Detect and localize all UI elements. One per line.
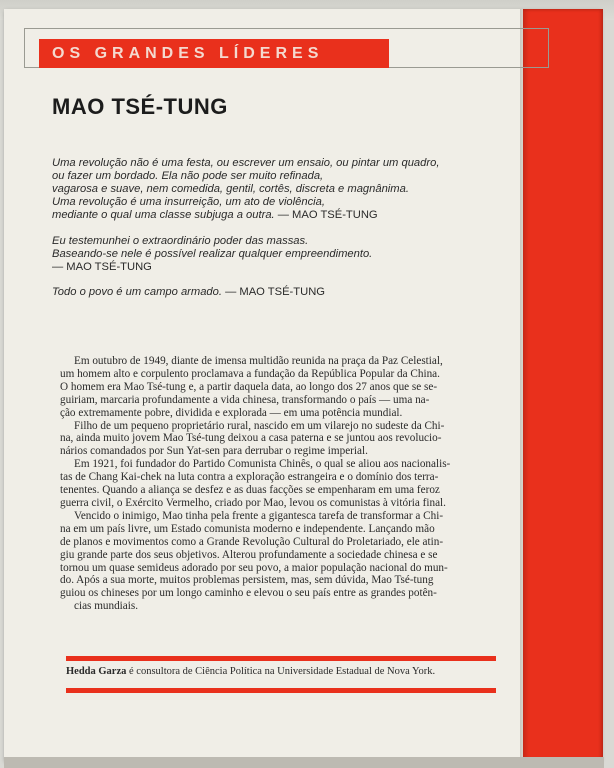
bio-line: nários comandados por Sun Yat-sen para derrubar o regime imperial. <box>60 445 368 458</box>
author-credit <box>66 666 506 677</box>
bio-line: O homem era Mao Tsé-tung e, a partir daquela data, ao longo dos 27 anos que se se- <box>60 380 438 393</box>
bio-line: ção extremamente pobre, dividida e explorada — em uma potência mundial. <box>60 406 403 419</box>
quote-line: ou fazer um bordado. Ela não pode ser muito refinada, <box>52 170 324 182</box>
quote-author: — MAO TSÉ-TUNG <box>274 209 378 221</box>
quote-author: — MAO TSÉ-TUNG <box>222 286 325 298</box>
bio-line: giu grande parte dos seus objetivos. Alterou profundamente a sociedade chinesa e se <box>60 548 438 561</box>
bio-line: tenentes. Quando a aliança se desfez e as duas facções se empenharam em uma feroz <box>60 484 440 497</box>
bio-line: cias mundiais. <box>74 600 139 613</box>
quote-last-line <box>52 286 512 299</box>
credit-name: Hedda Garza <box>66 666 127 677</box>
bottom-edge <box>4 757 604 768</box>
biography-text <box>60 355 505 613</box>
quote-1 <box>52 157 512 222</box>
credit-text: é consultora de Ciência Política na Universidade Estadual de Nova York. <box>126 666 436 677</box>
series-title: OS GRANDES LÍDERES <box>52 45 324 62</box>
quote-author: — MAO TSÉ-TUNG <box>52 261 152 273</box>
quote-line: mediante o qual uma classe subjuga a outra. <box>52 209 275 221</box>
bio-line: Filho de um pequeno proprietário rural, nascido em um vilarejo no sudeste da Chi- <box>74 419 445 432</box>
red-rule-top <box>66 656 496 661</box>
quote-2 <box>52 235 512 274</box>
bio-line: guiriam, marcaria profundamente a vida chinesa, transformando o país — uma na- <box>60 393 430 406</box>
bio-line: guiou os chineses por um longo caminho e elevou o seu país entre as grandes potên- <box>60 587 437 600</box>
quote-line: Eu testemunhei o extraordinário poder das massas. <box>52 235 309 247</box>
bio-line: na, ainda muito jovem Mao Tsé-tung deixou a casa paterna e se juntou aos revolucio- <box>60 432 442 445</box>
bio-line: na em um país livre, um Estado comunista moderno e independente. Lançando mão <box>60 522 435 535</box>
book-spine <box>523 9 603 760</box>
bio-line: Em 1921, foi fundador do Partido Comunista Chinês, o qual se aliou aos nacionalis- <box>74 458 451 471</box>
quote-line: Uma revolução não é uma festa, ou escrever um ensaio, ou pintar um quadro, <box>52 157 440 169</box>
quote-line: Todo o povo é um campo armado. <box>52 286 222 298</box>
bio-line: guerra civil, o Exército Vermelho, criado por Mao, levou os comunistas à vitória final. <box>60 496 446 509</box>
quote-line: Baseando-se nele é possível realizar qualquer empreendimento. <box>52 248 373 260</box>
red-rule-bottom <box>66 688 496 693</box>
bio-line: do. Após a sua morte, muitos problemas persistem, mas, sem dúvida, Mao Tsé-tung <box>60 574 434 587</box>
bio-line: Vencido o inimigo, Mao tinha pela frente a gigantesca tarefa de transformar a Chi- <box>74 509 444 522</box>
bio-line: Em outubro de 1949, diante de imensa multidão reunida na praça da Paz Celestial, <box>74 355 443 367</box>
bio-line: tornou um quase semideus adorado por seu povo, a maior população nacional do mun- <box>60 561 448 574</box>
bio-line: um homem alto e corpulento proclamava a fundação da República Popular da China. <box>60 367 440 380</box>
bio-line: tas de Chang Kai-chek na luta contra a exploração estrangeira e o domínio dos terra- <box>60 471 439 484</box>
book-title: MAO TSÉ-TUNG <box>52 94 228 119</box>
bio-line: de planos e movimentos como a Grande Revolução Cultural do Proletariado, ele atin- <box>60 535 444 548</box>
quote-last-line <box>52 209 512 222</box>
quote-3 <box>52 286 512 299</box>
quote-line: Uma revolução é uma insurreição, um ato de violência, <box>52 196 325 208</box>
quote-line: vagarosa e suave, nem comedida, gentil, cortês, discreta e magnânima. <box>52 183 409 195</box>
